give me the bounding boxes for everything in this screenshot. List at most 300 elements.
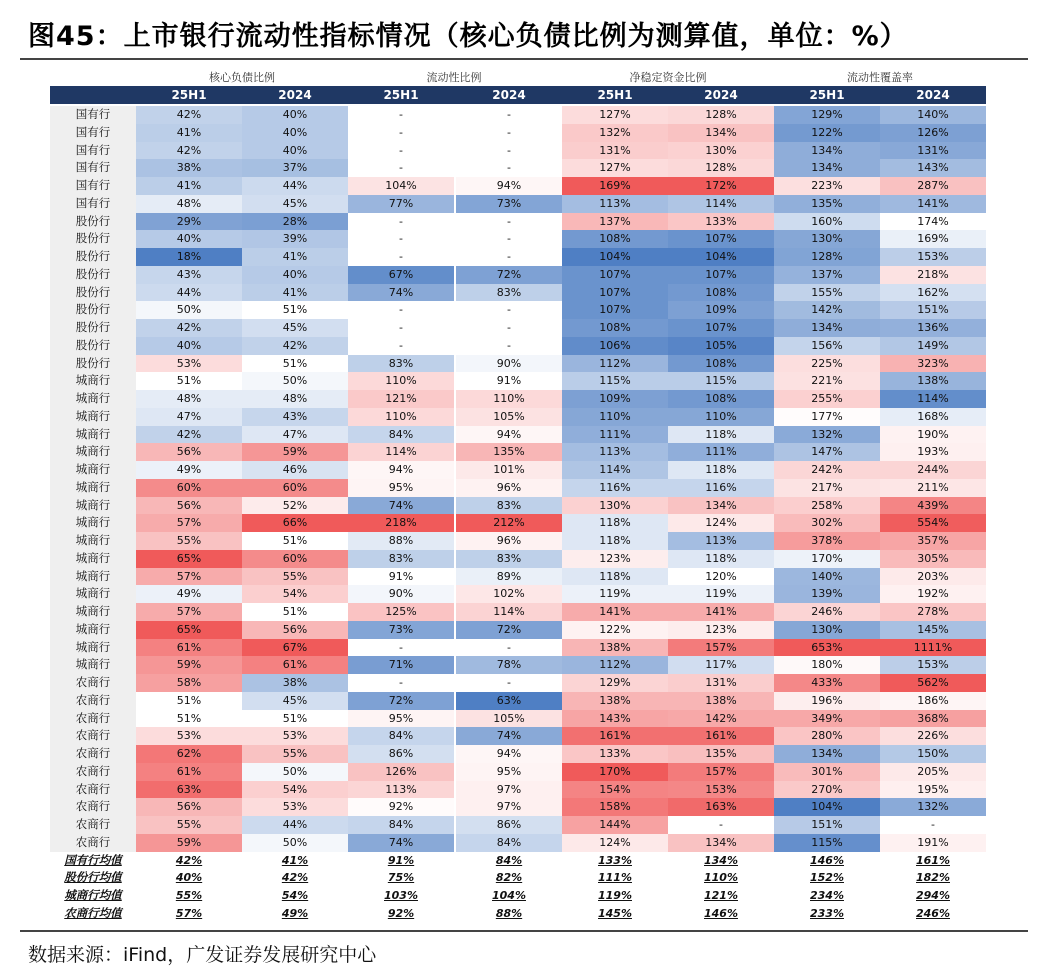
bank-type-label: 股份行 — [50, 230, 136, 248]
metric-cell: 61% — [242, 656, 348, 674]
metric-cell: 157% — [668, 639, 774, 657]
table-row — [50, 532, 986, 550]
metric-cell: 124% — [562, 834, 668, 852]
bank-type-label: 城商行 — [50, 461, 136, 479]
metric-cell: 42% — [136, 142, 242, 160]
metric-cell: 63% — [136, 781, 242, 799]
metric-cell: 74% — [348, 284, 454, 302]
metric-cell: 108% — [668, 390, 774, 408]
metric-cell: 170% — [562, 763, 668, 781]
metric-cell: 134% — [668, 497, 774, 515]
metric-cell: 133% — [562, 745, 668, 763]
metric-cell: 142% — [668, 710, 774, 728]
metric-cell: - — [456, 142, 562, 160]
metric-cell: 84% — [348, 816, 454, 834]
metric-cell: 53% — [242, 727, 348, 745]
metric-cell: 117% — [668, 656, 774, 674]
bank-type-label: 股份行 — [50, 248, 136, 266]
metric-cell: - — [348, 124, 454, 142]
table-row — [50, 426, 986, 444]
metric-cell: 124% — [668, 514, 774, 532]
table-row — [50, 568, 986, 586]
metric-cell: 84% — [456, 834, 562, 852]
table-row — [50, 816, 986, 834]
metric-cell: 42% — [136, 426, 242, 444]
title-divider — [20, 58, 1028, 60]
metric-cell: 72% — [456, 621, 562, 639]
metric-cell: 60% — [242, 479, 348, 497]
metric-cell: - — [348, 213, 454, 231]
bank-type-label: 股份行 — [50, 355, 136, 373]
metric-cell: 133% — [598, 853, 632, 867]
footer-divider — [20, 930, 1028, 932]
metric-cell: 136% — [880, 319, 986, 337]
period-header: 2024 — [704, 88, 738, 102]
metric-cell: 61% — [136, 639, 242, 657]
bank-type-label: 国有行 — [50, 159, 136, 177]
source-note: 数据来源：iFind，广发证券发展研究中心 — [28, 944, 377, 966]
metric-cell: 41% — [136, 177, 242, 195]
metric-cell: 186% — [880, 692, 986, 710]
table-row — [50, 177, 986, 195]
metric-cell: 114% — [668, 195, 774, 213]
metric-cell: 156% — [774, 337, 880, 355]
metric-cell: 45% — [242, 692, 348, 710]
metric-cell: 147% — [774, 443, 880, 461]
average-label: 股份行均值 — [64, 870, 122, 885]
metric-cell: 439% — [880, 497, 986, 515]
metric-cell: 128% — [668, 159, 774, 177]
metric-cell: - — [348, 319, 454, 337]
metric-cell: 113% — [668, 532, 774, 550]
metric-cell: 133% — [668, 213, 774, 231]
metric-cell: 97% — [456, 781, 562, 799]
metric-cell: 48% — [242, 390, 348, 408]
metric-cell: 137% — [774, 266, 880, 284]
metric-cell: 59% — [136, 834, 242, 852]
table-row — [50, 408, 986, 426]
metric-cell: 104% — [562, 248, 668, 266]
metric-cell: 107% — [562, 301, 668, 319]
metric-cell: 62% — [136, 745, 242, 763]
metric-cell: 357% — [880, 532, 986, 550]
metric-cell: 122% — [774, 124, 880, 142]
bank-type-label: 城商行 — [50, 443, 136, 461]
group-header: 流动性比例 — [426, 71, 482, 84]
metric-cell: 92% — [348, 798, 454, 816]
metric-cell: 56% — [136, 443, 242, 461]
metric-cell: 270% — [774, 781, 880, 799]
metric-cell: - — [456, 230, 562, 248]
metric-cell: 217% — [774, 479, 880, 497]
metric-cell: 130% — [668, 142, 774, 160]
metric-cell: 53% — [136, 355, 242, 373]
table-row — [50, 461, 986, 479]
metric-cell: 40% — [242, 106, 348, 124]
table-row — [50, 230, 986, 248]
metric-cell: 51% — [242, 355, 348, 373]
metric-cell: 196% — [774, 692, 880, 710]
metric-cell: 42% — [175, 853, 203, 867]
metric-cell: 123% — [668, 621, 774, 639]
metric-cell: 95% — [456, 763, 562, 781]
metric-cell: 121% — [348, 390, 454, 408]
metric-cell: 38% — [136, 159, 242, 177]
metric-cell: 112% — [562, 656, 668, 674]
table-row — [50, 443, 986, 461]
table-row — [50, 301, 986, 319]
period-header: 25H1 — [383, 88, 419, 102]
metric-cell: 153% — [668, 781, 774, 799]
metric-cell: 131% — [880, 142, 986, 160]
metric-cell: 129% — [562, 674, 668, 692]
metric-cell: 139% — [774, 585, 880, 603]
metric-cell: 59% — [136, 656, 242, 674]
metric-cell: 134% — [668, 834, 774, 852]
metric-cell: 40% — [242, 142, 348, 160]
metric-cell: 83% — [456, 284, 562, 302]
metric-cell: 51% — [242, 710, 348, 728]
metric-cell: 145% — [598, 906, 632, 920]
metric-cell: 135% — [774, 195, 880, 213]
metric-cell: 52% — [242, 497, 348, 515]
metric-cell: 114% — [880, 390, 986, 408]
bank-type-label: 农商行 — [50, 727, 136, 745]
metric-cell: 221% — [774, 372, 880, 390]
metric-cell: 211% — [880, 479, 986, 497]
metric-cell: 301% — [774, 763, 880, 781]
bank-type-label: 城商行 — [50, 603, 136, 621]
bank-type-label: 城商行 — [50, 550, 136, 568]
metric-cell: 562% — [880, 674, 986, 692]
table-row — [50, 798, 986, 816]
metric-cell: 51% — [242, 603, 348, 621]
table-row — [50, 692, 986, 710]
bank-type-label: 国有行 — [50, 142, 136, 160]
bank-type-label: 农商行 — [50, 798, 136, 816]
metric-cell: 160% — [774, 213, 880, 231]
metric-cell: 378% — [774, 532, 880, 550]
metric-cell: 75% — [387, 871, 415, 885]
table-row — [50, 656, 986, 674]
average-label: 城商行均值 — [64, 888, 122, 902]
metric-cell: 40% — [175, 871, 203, 885]
metric-cell: 43% — [136, 266, 242, 284]
metric-cell: 244% — [880, 461, 986, 479]
metric-cell: 138% — [880, 372, 986, 390]
metric-cell: 163% — [668, 798, 774, 816]
metric-cell: - — [348, 230, 454, 248]
bank-type-label: 股份行 — [50, 284, 136, 302]
metric-cell: - — [348, 248, 454, 266]
metric-cell: 138% — [562, 692, 668, 710]
metric-cell: 77% — [348, 195, 454, 213]
metric-cell: 144% — [562, 816, 668, 834]
metric-cell: 82% — [495, 871, 523, 885]
metric-cell: 137% — [562, 213, 668, 231]
metric-cell: 146% — [810, 853, 844, 867]
table-row — [50, 497, 986, 515]
metric-cell: 113% — [562, 195, 668, 213]
metric-cell: 280% — [774, 727, 880, 745]
metric-cell: 53% — [242, 798, 348, 816]
table-row — [50, 550, 986, 568]
metric-cell: 106% — [562, 337, 668, 355]
metric-cell: 42% — [136, 319, 242, 337]
metric-cell: 48% — [136, 195, 242, 213]
metric-cell: 83% — [456, 550, 562, 568]
metric-cell: 140% — [774, 568, 880, 586]
metric-cell: 158% — [562, 798, 668, 816]
metric-cell: 50% — [242, 763, 348, 781]
average-row — [50, 905, 986, 923]
metric-cell: 119% — [562, 585, 668, 603]
metric-cell: 94% — [456, 745, 562, 763]
metric-cell: 134% — [774, 142, 880, 160]
metric-cell: 54% — [281, 889, 309, 902]
metric-cell: 119% — [598, 889, 632, 902]
table-row — [50, 266, 986, 284]
metric-cell: 182% — [916, 871, 950, 885]
metric-cell: 48% — [136, 390, 242, 408]
bank-type-label: 国有行 — [50, 195, 136, 213]
metric-cell: 49% — [281, 906, 309, 920]
table-row — [50, 603, 986, 621]
figure-title: 图45：上市银行流动性指标情况（核心负债比例为测算值，单位：%） — [28, 21, 908, 52]
metric-cell: 143% — [562, 710, 668, 728]
metric-cell: 40% — [242, 124, 348, 142]
metric-cell: 115% — [668, 372, 774, 390]
table-row — [50, 585, 986, 603]
metric-cell: 110% — [456, 390, 562, 408]
metric-cell: 134% — [774, 319, 880, 337]
metric-cell: 132% — [562, 124, 668, 142]
metric-cell: 168% — [880, 408, 986, 426]
metric-cell: 155% — [774, 284, 880, 302]
metric-cell: 40% — [242, 266, 348, 284]
bank-type-label: 农商行 — [50, 834, 136, 852]
metric-cell: 104% — [774, 798, 880, 816]
metric-cell: 151% — [774, 816, 880, 834]
table-row — [50, 284, 986, 302]
table-row — [50, 639, 986, 657]
table-row — [50, 727, 986, 745]
metric-cell: - — [456, 319, 562, 337]
metric-cell: 50% — [242, 372, 348, 390]
average-row — [50, 869, 986, 887]
metric-cell: 90% — [348, 585, 454, 603]
table-row — [50, 248, 986, 266]
metric-cell: - — [456, 159, 562, 177]
metric-cell: 234% — [810, 889, 844, 902]
table-row — [50, 355, 986, 373]
metric-cell: 128% — [668, 106, 774, 124]
metric-cell: 63% — [456, 692, 562, 710]
metric-cell: 86% — [348, 745, 454, 763]
metric-cell: 141% — [880, 195, 986, 213]
metric-cell: 149% — [880, 337, 986, 355]
metric-cell: 72% — [456, 266, 562, 284]
metric-cell: 127% — [562, 159, 668, 177]
average-row — [50, 887, 986, 905]
metric-cell: 108% — [668, 355, 774, 373]
metric-cell: 96% — [456, 479, 562, 497]
metric-cell: 59% — [242, 443, 348, 461]
bank-type-label: 农商行 — [50, 816, 136, 834]
bank-type-label: 农商行 — [50, 763, 136, 781]
metric-cell: 41% — [136, 124, 242, 142]
metric-cell: 118% — [668, 461, 774, 479]
metric-cell: 349% — [774, 710, 880, 728]
metric-cell: 73% — [348, 621, 454, 639]
average-row — [50, 852, 986, 870]
metric-cell: 193% — [880, 443, 986, 461]
metric-cell: 74% — [348, 834, 454, 852]
metric-cell: 86% — [456, 816, 562, 834]
metric-cell: 46% — [242, 461, 348, 479]
metric-cell: 54% — [242, 781, 348, 799]
metric-cell: 195% — [880, 781, 986, 799]
metric-cell: 38% — [242, 674, 348, 692]
metric-cell: 96% — [456, 532, 562, 550]
metric-cell: - — [668, 816, 774, 834]
metric-cell: 58% — [136, 674, 242, 692]
metric-cell: 118% — [668, 426, 774, 444]
metric-cell: 255% — [774, 390, 880, 408]
period-header: 25H1 — [597, 88, 633, 102]
table-row — [50, 390, 986, 408]
metric-cell: 120% — [668, 568, 774, 586]
metric-cell: 154% — [562, 781, 668, 799]
metric-cell: 169% — [880, 230, 986, 248]
metric-cell: 135% — [456, 443, 562, 461]
metric-cell: 161% — [916, 853, 950, 867]
metric-cell: 242% — [774, 461, 880, 479]
metric-cell: 107% — [562, 266, 668, 284]
metric-cell: 65% — [136, 550, 242, 568]
metric-cell: 246% — [916, 906, 950, 920]
metric-cell: 51% — [136, 692, 242, 710]
metric-cell: 110% — [668, 408, 774, 426]
metric-cell: - — [348, 106, 454, 124]
metric-cell: 44% — [136, 284, 242, 302]
metric-cell: 57% — [136, 568, 242, 586]
metric-cell: 83% — [348, 550, 454, 568]
metric-cell: 258% — [774, 497, 880, 515]
metric-cell: 138% — [562, 639, 668, 657]
metric-cell: 74% — [348, 497, 454, 515]
group-header: 核心负债比例 — [209, 71, 275, 84]
metric-cell: 45% — [242, 195, 348, 213]
metric-cell: 47% — [136, 408, 242, 426]
metric-cell: 140% — [880, 106, 986, 124]
bank-type-label: 城商行 — [50, 532, 136, 550]
metric-cell: - — [456, 639, 562, 657]
metric-cell: 143% — [880, 159, 986, 177]
bank-type-label: 城商行 — [50, 514, 136, 532]
metric-cell: 107% — [668, 319, 774, 337]
metric-cell: 41% — [242, 284, 348, 302]
metric-cell: 37% — [242, 159, 348, 177]
metric-cell: 28% — [242, 213, 348, 231]
metric-cell: 55% — [136, 532, 242, 550]
metric-cell: - — [880, 816, 986, 834]
metric-cell: 43% — [242, 408, 348, 426]
table-row — [50, 106, 986, 124]
metric-cell: 44% — [242, 177, 348, 195]
metric-cell: 113% — [562, 443, 668, 461]
table-header-row — [50, 86, 986, 104]
metric-cell: 95% — [348, 710, 454, 728]
metric-cell: 94% — [348, 461, 454, 479]
metric-cell: 153% — [880, 656, 986, 674]
metric-cell: - — [456, 106, 562, 124]
metric-cell: 115% — [774, 834, 880, 852]
metric-cell: 180% — [774, 656, 880, 674]
metric-cell: 18% — [136, 248, 242, 266]
metric-cell: 71% — [348, 656, 454, 674]
metric-cell: 92% — [387, 906, 415, 920]
table-row — [50, 834, 986, 852]
group-header: 流动性覆盖率 — [847, 71, 913, 84]
metric-cell: 151% — [880, 301, 986, 319]
metric-cell: 61% — [136, 763, 242, 781]
metric-cell: 88% — [495, 906, 523, 920]
metric-cell: - — [348, 674, 454, 692]
metric-cell: 67% — [242, 639, 348, 657]
metric-cell: 42% — [242, 337, 348, 355]
table-row — [50, 781, 986, 799]
metric-cell: 107% — [668, 230, 774, 248]
metric-cell: 132% — [880, 798, 986, 816]
metric-cell: 94% — [456, 177, 562, 195]
metric-cell: 51% — [136, 372, 242, 390]
metric-cell: 102% — [456, 585, 562, 603]
metric-cell: 108% — [562, 230, 668, 248]
metric-cell: 60% — [242, 550, 348, 568]
metric-cell: - — [456, 213, 562, 231]
bank-type-label: 国有行 — [50, 124, 136, 142]
metric-cell: 44% — [242, 816, 348, 834]
metric-cell: 88% — [348, 532, 454, 550]
metric-cell: 110% — [348, 372, 454, 390]
metric-cell: 302% — [774, 514, 880, 532]
metric-cell: 91% — [348, 568, 454, 586]
metric-cell: 130% — [774, 621, 880, 639]
metric-cell: 42% — [281, 871, 309, 885]
metric-cell: 226% — [880, 727, 986, 745]
metric-cell: - — [348, 639, 454, 657]
metric-cell: - — [348, 142, 454, 160]
metric-cell: - — [456, 124, 562, 142]
metric-cell: 66% — [242, 514, 348, 532]
table-row — [50, 674, 986, 692]
bank-type-label: 农商行 — [50, 781, 136, 799]
metric-cell: 172% — [668, 177, 774, 195]
metric-cell: 41% — [242, 248, 348, 266]
bank-type-label: 城商行 — [50, 656, 136, 674]
bank-type-label: 股份行 — [50, 213, 136, 231]
metric-cell: 305% — [880, 550, 986, 568]
metric-cell: 97% — [456, 798, 562, 816]
group-header: 净稳定资金比例 — [629, 71, 707, 84]
metric-cell: 84% — [348, 426, 454, 444]
metric-cell: 212% — [456, 514, 562, 532]
metric-cell: 57% — [175, 906, 203, 920]
bank-type-label: 城商行 — [50, 426, 136, 444]
metric-cell: 56% — [136, 798, 242, 816]
bank-type-label: 农商行 — [50, 674, 136, 692]
